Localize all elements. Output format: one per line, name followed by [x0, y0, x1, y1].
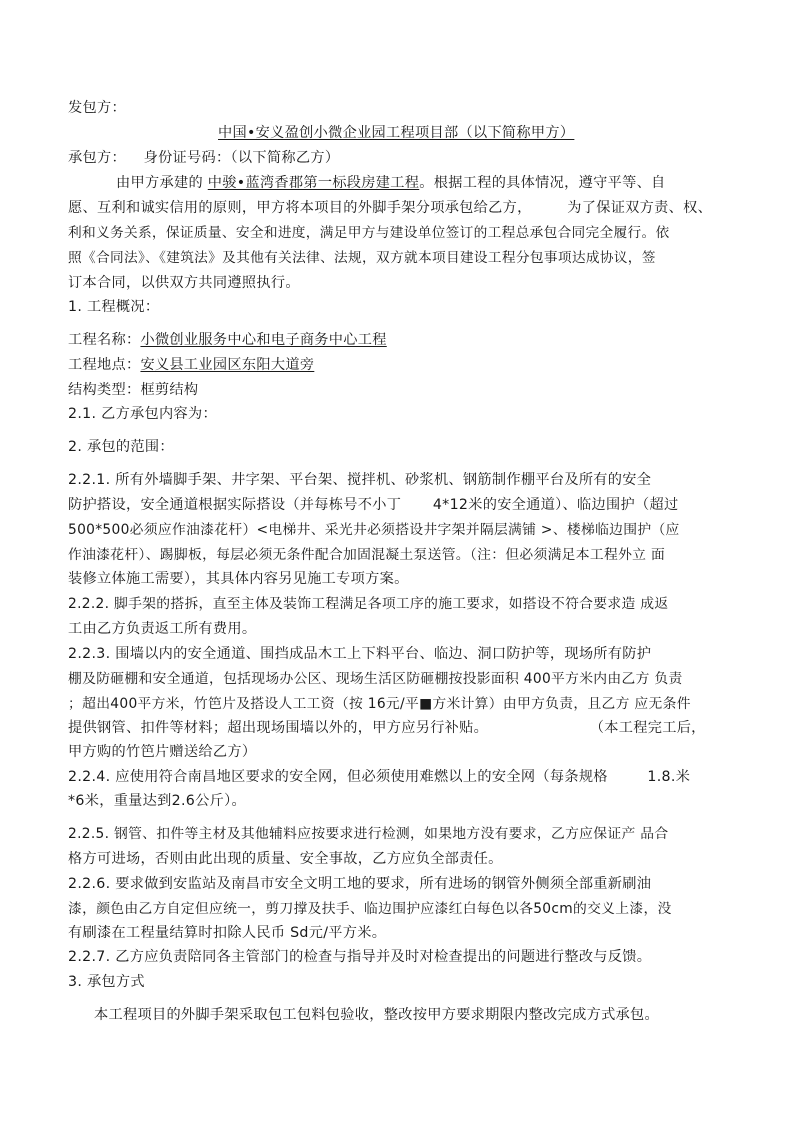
clause-2-2-6-line: 2.2.6. 要求做到安监站及南昌市安全文明工地的要求，所有进场的钢管外侧须全部重新刷油	[68, 876, 652, 892]
clause-2-2-6-line: 漆，颜色由乙方自定但应统一，剪刀撑及扶手、临边围护应漆红白每色以各50cm的交义上漆，没	[68, 901, 672, 917]
party-b-line	[68, 148, 339, 168]
clause-2-2-3-line: 甲方购的竹笆片赠送给乙方）	[68, 744, 257, 760]
clause-text: 2.2.4. 应使用符合南昌地区要求的安全网，但必须使用难燃以上的安全网（每条规格	[68, 769, 608, 785]
clause-2-2-1-line: 作油漆花杆）、踢脚板，每层必须无条件配合加固混凝土泵送管。（注：但必须满足本工程外立 面	[68, 547, 666, 563]
clause-2-2-5-line: 2.2.5. 钢管、扣件等主材及其他辅料应按要求进行检测，如果地方没有要求，乙方应保证产 品合	[68, 826, 669, 842]
structure-type: 结构类型：框剪结构	[68, 382, 199, 398]
intro-project-name: 中骏•蓝湾香郡第一标段房建工程	[207, 175, 420, 191]
party-a-label: 发包方：	[68, 100, 126, 116]
clause-text: 提供钢管、扣件等材料；超出现场围墙以外的，甲方应另行补贴。	[68, 720, 489, 736]
clause-2-2-2-line: 2.2.2. 脚手架的搭拆，直至主体及装饰工程满足各项工序的施工要求，如搭设不符合要求造 成返	[68, 596, 669, 612]
clause-2-2-2-line: 工由乙方负责返工所有费用。	[68, 621, 257, 637]
clause-2-2-1-line: 500*500必须应作油漆花杆）<电梯井、采光井必须搭设井字架并隔层满铺 >、楼梯临边围护（应	[68, 522, 680, 538]
project-site-line	[68, 355, 314, 375]
intro-line-4: 照《合同法》、《建筑法》及其他有关法律、法规，双方就本项目建设工程分包事项达成协议，签	[68, 250, 656, 266]
clause-2-2-3-line: 棚及防砸棚和安全通道，包括现场办公区、现场生活区防砸棚按投影面积 400平方米内由乙方 负责	[68, 671, 683, 687]
intro-line-5: 订本合同，以供双方共同遵照执行。	[68, 275, 300, 291]
section-3-title: 3. 承包方式	[68, 974, 145, 990]
clause-text: 防护搭设，安全通道根据实际搭设（并每栋号不小丁	[68, 497, 402, 513]
clause-2-2-1-line: 装修立体施工需要），其具体内容另见施工专项方案。	[68, 571, 409, 587]
clause-2-2-7: 2.2.7. 乙方应负责陪同各主管部门的检查与指导并及时对检查提出的问题进行整改与反馈。	[68, 949, 652, 965]
clause-2-2-3-line: 2.2.3. 围墙以内的安全通道、围挡成品木工上下料平台、临边、洞口防护等，现场所有防护	[68, 646, 652, 662]
section-2-title: 2. 承包的范围：	[68, 439, 174, 455]
project-name-value: 小微创业服务中心和电子商务中心工程	[140, 332, 387, 348]
clause-text: 4*12米的安全通道）、临边围护（超过	[432, 497, 679, 513]
clause-2-2-1-line: 2.2.1. 所有外墙脚手架、井字架、平台架、搅拌机、砂浆机、钢筋制作棚平台及所有的安全	[68, 472, 652, 488]
clause-text: 1.8.米	[647, 769, 691, 785]
clause-2-2-1-line	[68, 495, 678, 515]
project-site-label: 工程地点：	[68, 357, 141, 373]
party-a-name: 中国•安义盈创小微企业园工程项目部（以下简称甲方）	[218, 125, 575, 141]
clause-2-2-3-line	[68, 718, 706, 738]
project-name-label: 工程名称：	[68, 332, 141, 348]
clause-2-2-6-line: 有刷漆在工程量结算时扣除人民币 Sd元/平方米。	[68, 925, 387, 941]
section-3-text: 本工程项目的外脚手架采取包工包料包验收，整改按甲方要求期限内整改完成方式承包。	[94, 1007, 660, 1023]
clause-2-2-5-line: 格方可进场，否则由此出现的质量、安全事故，乙方应负全部责任。	[68, 851, 503, 867]
party-b-label: 承包方：	[68, 150, 126, 166]
project-site-value: 安义县工业园区东阳大道旁	[140, 357, 315, 373]
clause-text: （本工程完工后，	[589, 720, 706, 736]
intro-text: 愿、互利和诚实信用的原则，甲方将本项目的外脚手架分项承包给乙方，	[68, 200, 532, 216]
intro-line-1	[116, 173, 666, 193]
section-1-title: 1. 工程概况：	[68, 299, 160, 315]
clause-2-2-4-line: *6米，重量达到2.6公斤）。	[68, 793, 246, 809]
intro-line-2	[68, 198, 712, 218]
intro-text: 由甲方承建的	[116, 175, 203, 191]
project-name-line	[68, 330, 387, 350]
clause-2-1: 2.1. 乙方承包内容为：	[68, 406, 217, 422]
clause-2-2-3-line: ；超出400平方米，竹笆片及搭设人工工资（按 16元/平■方米计算）由甲方负责，且乙方 应无条件	[68, 696, 691, 712]
intro-text: 为了保证双方责、权、	[567, 200, 713, 216]
party-b-id: 身份证号码：（以下简称乙方）	[143, 150, 340, 166]
intro-line-3: 利和义务关系，保证质量、安全和进度，满足甲方与建设单位签订的工程总承包合同完全履行。依	[68, 225, 670, 241]
intro-text: 。根据工程的具体情况，遵守平等、自	[419, 175, 666, 191]
clause-2-2-4-line	[68, 767, 690, 787]
